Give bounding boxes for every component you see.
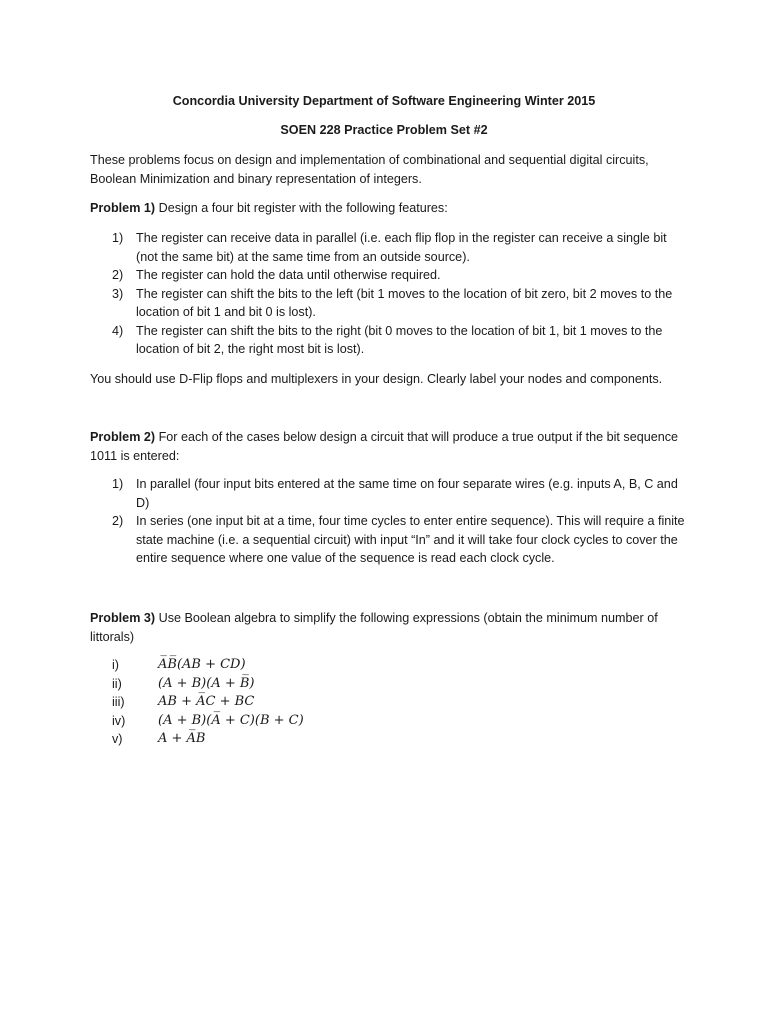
list-item — [90, 229, 690, 266]
problem1-heading — [90, 199, 690, 218]
problem3-expressions — [112, 656, 512, 749]
list-item — [90, 475, 690, 512]
list-item-text: The register can receive data in parallel (i.e. each flip flop in the register can receive a single bit (not the same bit) at the same time from an outside source). — [136, 231, 667, 264]
list-item — [90, 266, 690, 285]
list-item — [90, 322, 690, 359]
problem3-label: Problem 3) — [90, 611, 156, 625]
intro-paragraph: These problems focus on design and implementation of combinational and sequential digital circuits, Boolean Minimization and binary representation of integers. — [90, 153, 649, 186]
list-item-number: 2) — [112, 268, 124, 282]
list-item — [90, 512, 690, 568]
list-item-number: 4) — [112, 323, 124, 338]
expression-number: v) — [112, 732, 123, 746]
list-item-number: 2) — [112, 514, 124, 528]
expression-row — [112, 693, 512, 712]
problem1-text: Design a four bit register with the following features: — [155, 201, 448, 215]
document-title: Concordia University Department of Software Engineering Winter 2015 — [172, 94, 596, 108]
list-item — [90, 285, 690, 322]
problem2-text: For each of the cases below design a circuit that will produce a true output if the bit sequence 1011 is entered: — [90, 430, 679, 463]
expression-row — [112, 675, 512, 694]
document-subtitle: SOEN 228 Practice Problem Set #2 — [280, 123, 488, 137]
boolean-expression: AB + A̅C + BC — [158, 694, 255, 709]
boolean-expression: (A + B)(A̅ + C)(B + C) — [158, 712, 304, 728]
list-item-number: 1) — [112, 231, 124, 245]
list-item-number: 3) — [112, 286, 124, 301]
list-item-number: 1) — [112, 477, 124, 491]
list-item-text: In parallel (four input bits entered at the same time on four separate wires (e.g. inputs A, B, C and D) — [136, 477, 678, 510]
expression-number: i) — [112, 658, 119, 672]
expression-row — [112, 712, 512, 731]
list-item-text: In series (one input bit at a time, four time cycles to enter entire sequence). This will require a finite state machine (i.e. a sequential circuit) with input “In” and it will take four clock cycles to cover the entire sequence where one value of the sequence is read each clock cycle. — [136, 514, 685, 565]
expression-row — [112, 730, 512, 749]
boolean-expression: A̅B̅(AB + CD) — [158, 657, 246, 672]
expression-number: iv) — [112, 713, 126, 728]
problem1-list — [90, 229, 690, 359]
boolean-expression: (A + B)(A + B̅) — [158, 675, 255, 691]
problem3-text: Use Boolean algebra to simplify the following expressions (obtain the minimum number of littorals) — [90, 611, 658, 644]
list-item-text: The register can shift the bits to the right (bit 0 moves to the location of bit 1, bit 1 moves to the location of bit 2, the right most bit is lost). — [136, 323, 663, 356]
problem2-heading — [90, 428, 690, 465]
boolean-expression: A + A̅B — [158, 731, 206, 746]
problem1-note: You should use D-Flip flops and multiplexers in your design. Clearly label your nodes and components. — [90, 372, 663, 386]
problem3-heading — [90, 609, 690, 646]
problem2-list — [90, 475, 690, 568]
expression-row — [112, 656, 512, 675]
list-item-text: The register can shift the bits to the left (bit 1 moves to the location of bit zero, bit 2 moves to the location of bit 1 and bit 0 is lost). — [136, 286, 673, 319]
problem2-label: Problem 2) — [90, 430, 156, 444]
list-item-text: The register can hold the data until otherwise required. — [136, 268, 441, 282]
problem1-label: Problem 1) — [90, 201, 156, 215]
expression-number: iii) — [112, 695, 125, 709]
expression-number: ii) — [112, 676, 122, 691]
